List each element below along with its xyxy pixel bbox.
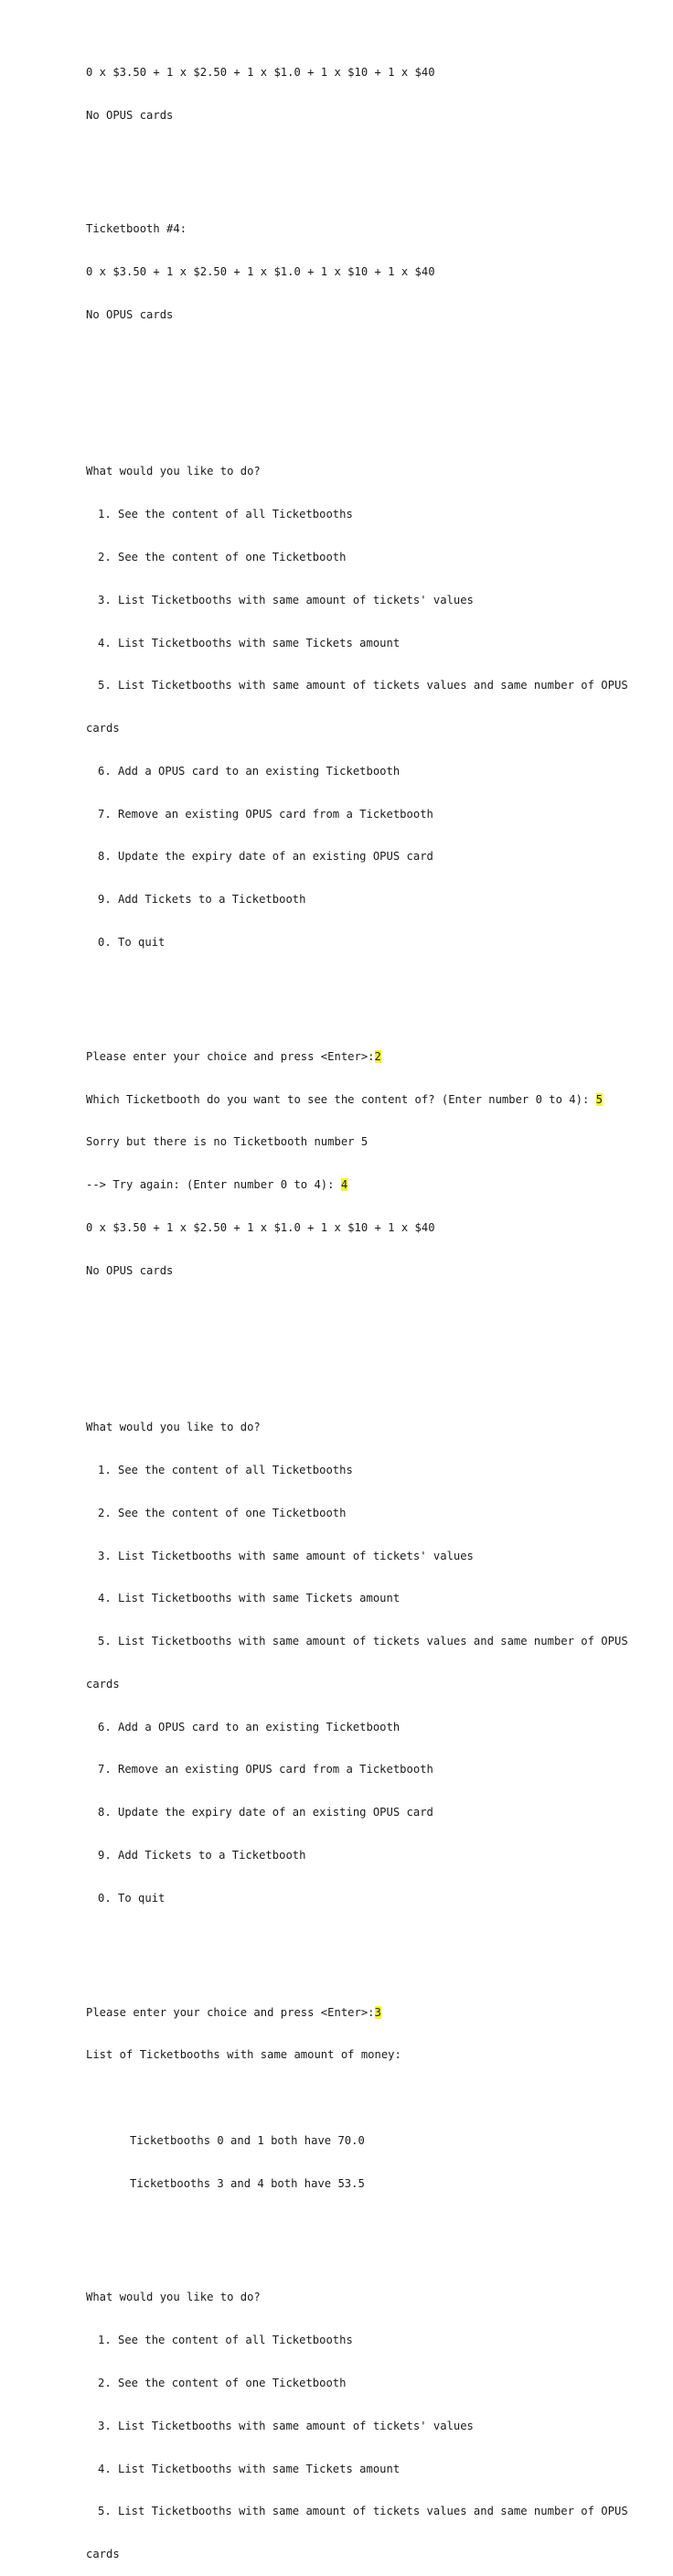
- menu-item-wrap: cards: [86, 2548, 120, 2561]
- choice-input[interactable]: 2: [374, 1049, 381, 1063]
- opus-line: No OPUS cards: [86, 108, 174, 122]
- menu-item: 4. List Ticketbooths with same Tickets amount: [98, 1592, 401, 1605]
- menu-item: 5. List Ticketbooths with same amount of tickets values and same number of OPUS: [98, 1635, 628, 1648]
- menu-item: 5. List Ticketbooths with same amount of tickets values and same number of OPUS: [98, 2505, 628, 2518]
- which-prompt: Which Ticketbooth do you want to see the content of? (Enter number 0 to 4):: [86, 1092, 596, 1106]
- ticket-line: 0 x $3.50 + 1 x $2.50 + 1 x $1.0 + 1 x $10 + 1 x $40: [86, 65, 435, 79]
- menu-item: 2. See the content of one Ticketbooth: [98, 2376, 347, 2389]
- menu-item-wrap: cards: [86, 722, 120, 735]
- menu-prompt: What would you like to do?: [86, 2291, 261, 2304]
- results-header: List of Ticketbooths with same amount of money:: [86, 2048, 401, 2062]
- menu-item: 4. List Ticketbooths with same Tickets amount: [98, 2462, 401, 2475]
- console-output: [86, 23, 671, 2576]
- choice-prompt: Please enter your choice and press <Enter>:: [86, 1049, 375, 1063]
- choice-input[interactable]: 3: [374, 2005, 381, 2019]
- menu-item: 8. Update the expiry date of an existing OPUS card: [98, 1806, 433, 1819]
- result-line: Ticketbooths 0 and 1 both have 70.0: [130, 2133, 365, 2147]
- menu-item: 1. See the content of all Ticketbooths: [98, 508, 353, 521]
- error-message: Sorry but there is no Ticketbooth number 5: [86, 1135, 369, 1149]
- ticket-line: 0 x $3.50 + 1 x $2.50 + 1 x $1.0 + 1 x $10 + 1 x $40: [86, 265, 435, 279]
- opus-line: No OPUS cards: [86, 1263, 174, 1277]
- menu-item: 0. To quit: [98, 936, 166, 949]
- menu-item: 7. Remove an existing OPUS card from a Ticketbooth: [98, 1763, 433, 1776]
- opus-line: No OPUS cards: [86, 307, 174, 321]
- ticketbooth-title: Ticketbooth #4:: [86, 222, 187, 236]
- result-line: Ticketbooths 3 and 4 both have 53.5: [130, 2176, 365, 2190]
- which-line: [86, 1093, 671, 1108]
- menu-prompt: What would you like to do?: [86, 1421, 261, 1434]
- menu-item: 3. List Ticketbooths with same amount of tickets' values: [98, 593, 474, 606]
- menu-item: 0. To quit: [98, 1891, 166, 1905]
- menu-item: 2. See the content of one Ticketbooth: [98, 1506, 347, 1519]
- menu-item: 1. See the content of all Ticketbooths: [98, 1463, 353, 1476]
- choice-prompt: Please enter your choice and press <Enter>:: [86, 2005, 375, 2019]
- menu-item: 3. List Ticketbooths with same amount of tickets' values: [98, 2419, 474, 2432]
- retry-input[interactable]: 4: [340, 1178, 348, 1192]
- menu-item: 5. List Ticketbooths with same amount of tickets values and same number of OPUS: [98, 679, 628, 692]
- menu-item: 1. See the content of all Ticketbooths: [98, 2334, 353, 2347]
- retry-prompt: --> Try again: (Enter number 0 to 4):: [86, 1178, 341, 1192]
- menu-item: 9. Add Tickets to a Ticketbooth: [98, 1849, 306, 1862]
- menu-item: 7. Remove an existing OPUS card from a Ticketbooth: [98, 807, 433, 821]
- menu-item: 6. Add a OPUS card to an existing Ticketbooth: [98, 1720, 401, 1733]
- choice-line: [86, 1050, 671, 1065]
- menu-item: 8. Update the expiry date of an existing OPUS card: [98, 850, 433, 864]
- menu-item: 9. Add Tickets to a Ticketbooth: [98, 893, 306, 907]
- retry-line: [86, 1178, 671, 1193]
- menu-item: 4. List Ticketbooths with same Tickets amount: [98, 636, 401, 649]
- menu-prompt: What would you like to do?: [86, 465, 261, 478]
- choice-line: [86, 2006, 671, 2021]
- menu-item: 3. List Ticketbooths with same amount of tickets' values: [98, 1549, 474, 1562]
- ticketbooth-number-input[interactable]: 5: [595, 1092, 603, 1106]
- menu-item: 6. Add a OPUS card to an existing Ticketbooth: [98, 764, 401, 778]
- menu-item-wrap: cards: [86, 1677, 120, 1690]
- menu-item: 2. See the content of one Ticketbooth: [98, 550, 347, 564]
- ticket-line: 0 x $3.50 + 1 x $2.50 + 1 x $1.0 + 1 x $10 + 1 x $40: [86, 1220, 435, 1234]
